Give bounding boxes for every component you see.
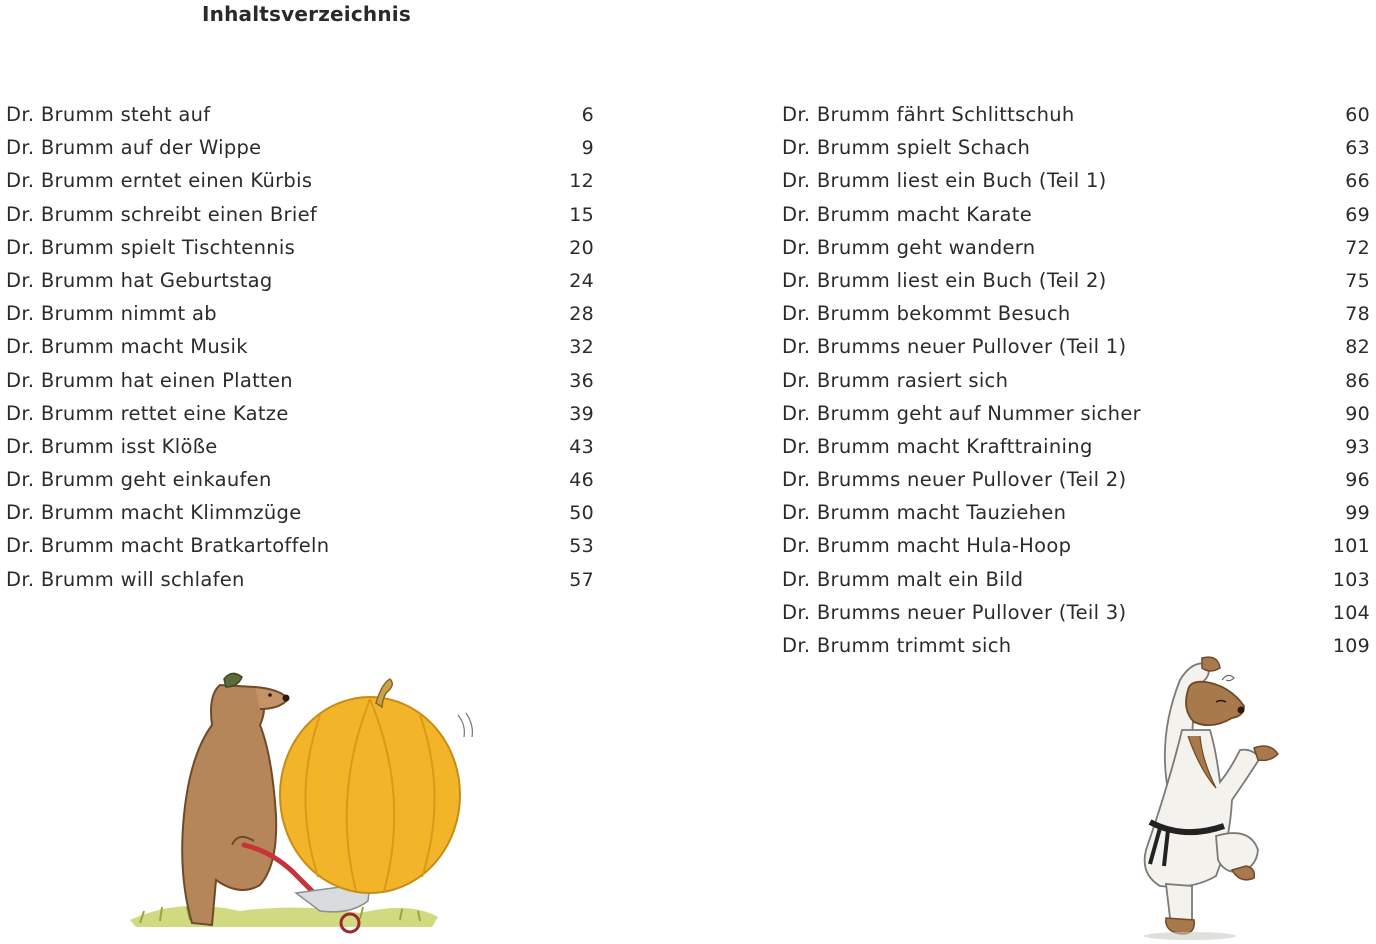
toc-entry-page: 36 [569,369,594,392]
toc-entry-title: Dr. Brumm geht auf Nummer sicher [782,401,1141,425]
toc-entry [782,364,1370,397]
pumpkin [280,679,472,893]
toc-entry-page: 20 [569,236,594,259]
toc-entry-page: 15 [569,203,594,226]
toc-entry-page: 9 [581,137,594,160]
toc-entry-title: Dr. Brumm macht Krafttraining [782,434,1093,458]
toc-entry-page: 104 [1332,601,1370,624]
toc-entry [6,198,594,231]
toc-entry-page: 72 [1345,236,1370,259]
toc-entry [782,330,1370,363]
toc-entry [782,529,1370,562]
toc-entry-page: 90 [1345,402,1370,425]
toc-entry [782,430,1370,463]
toc-entry-title: Dr. Brumm schreibt einen Brief [6,202,318,226]
toc-entry-page: 69 [1345,203,1370,226]
toc-entry-page: 86 [1345,369,1370,392]
toc-entry [782,131,1370,164]
toc-entry-page: 43 [569,435,594,458]
toc-entry [6,264,594,297]
toc-entry-page: 66 [1345,170,1370,193]
toc-entry-page: 109 [1332,635,1370,657]
toc-entry-title: Dr. Brumm geht wandern [782,235,1036,259]
toc-entry-page: 32 [569,336,594,359]
toc-entry-page: 96 [1345,469,1370,492]
toc-entry-title: Dr. Brumm erntet einen Kürbis [6,169,313,193]
toc-entry [782,297,1370,330]
toc-entry-title: Dr. Brumm bekommt Besuch [782,302,1071,326]
toc-entry [6,397,594,430]
toc-entry-title: Dr. Brumm nimmt ab [6,302,217,326]
toc-entry-title: Dr. Brumm spielt Schach [782,136,1031,160]
toc-entry [6,430,594,463]
toc-entry-title: Dr. Brumm spielt Tischtennis [6,235,296,259]
toc-entry-title: Dr. Brumm will schlafen [6,567,245,591]
toc-entry [6,364,594,397]
bear-figure [182,673,289,925]
toc-entry [6,463,594,496]
toc-entry-title: Dr. Brumm macht Tauziehen [782,501,1067,525]
toc-entry-title: Dr. Brumms neuer Pullover (Teil 1) [782,335,1127,359]
toc-entry [782,397,1370,430]
toc-entry [6,496,594,529]
bear-karate-illustration [1120,650,1300,944]
toc-entry-page: 93 [1345,435,1370,458]
toc-entry [6,330,594,363]
toc-entry [6,563,594,596]
toc-entry-title: Dr. Brumm trimmt sich [782,634,1012,657]
toc-entry-title: Dr. Brumm macht Bratkartoffeln [6,534,330,558]
toc-entry-title: Dr. Brumm auf der Wippe [6,136,262,160]
toc-entry-title: Dr. Brumm liest ein Buch (Teil 2) [782,268,1107,292]
toc-entry-page: 78 [1345,303,1370,326]
toc-entry-page: 50 [569,502,594,525]
toc-entry [6,231,594,264]
toc-entry-title: Dr. Brumm geht einkaufen [6,468,272,492]
toc-entry-page: 101 [1332,535,1370,558]
bear-karate-figure [1144,657,1278,940]
toc-entry [782,231,1370,264]
toc-entry-title: Dr. Brumm steht auf [6,103,211,126]
toc-entry-page: 60 [1345,104,1370,126]
toc-entry-page: 39 [569,402,594,425]
toc-entry-title: Dr. Brumm hat einen Platten [6,368,293,392]
toc-entry-page: 103 [1332,568,1370,591]
toc-entry [782,198,1370,231]
toc-entry-page: 57 [569,568,594,591]
toc-entry-title: Dr. Brumm rettet eine Katze [6,401,289,425]
toc-entry-title: Dr. Brumm macht Karate [782,202,1033,226]
toc-entry [6,164,594,197]
toc-entry-page: 46 [569,469,594,492]
toc-entry-title: Dr. Brumm isst Klöße [6,434,218,458]
toc-entry [6,131,594,164]
toc-entry-title: Dr. Brumm rasiert sich [782,368,1009,392]
toc-entry-page: 75 [1345,269,1370,292]
toc-entry-title: Dr. Brumm hat Geburtstag [6,268,273,292]
toc-entry [782,563,1370,596]
toc-entry [782,164,1370,197]
toc-entry-title: Dr. Brumm fährt Schlittschuh [782,103,1075,126]
toc-entry [6,297,594,330]
toc-entry-page: 82 [1345,336,1370,359]
toc-entry [782,264,1370,297]
toc-column-left [6,98,594,596]
page-title: Inhaltsverzeichnis [202,2,411,26]
toc-entry-page: 63 [1345,137,1370,160]
toc-entry [6,529,594,562]
toc-entry-title: Dr. Brumm macht Musik [6,335,248,359]
toc-entry-title: Dr. Brumms neuer Pullover (Teil 2) [782,468,1127,492]
toc-entry [782,98,1370,131]
toc-entry-title: Dr. Brumm macht Klimmzüge [6,501,302,525]
toc-entry-title: Dr. Brumm malt ein Bild [782,567,1024,591]
toc-entry-page: 6 [581,104,594,126]
toc-entry-page: 28 [569,303,594,326]
toc-entry-title: Dr. Brumm macht Hula-Hoop [782,534,1072,558]
toc-entry-page: 24 [569,269,594,292]
toc-entry [782,463,1370,496]
toc-entry-title: Dr. Brumms neuer Pullover (Teil 3) [782,600,1127,624]
toc-entry [6,98,594,131]
toc-entry [782,496,1370,529]
toc-entry-page: 53 [569,535,594,558]
toc-entry-page: 99 [1345,502,1370,525]
grass-patch [130,906,438,927]
toc-entry-title: Dr. Brumm liest ein Buch (Teil 1) [782,169,1107,193]
toc-entry [782,596,1370,629]
toc-column-right [782,98,1370,662]
bear-pumpkin-illustration [120,665,480,944]
toc-entry-page: 12 [569,170,594,193]
